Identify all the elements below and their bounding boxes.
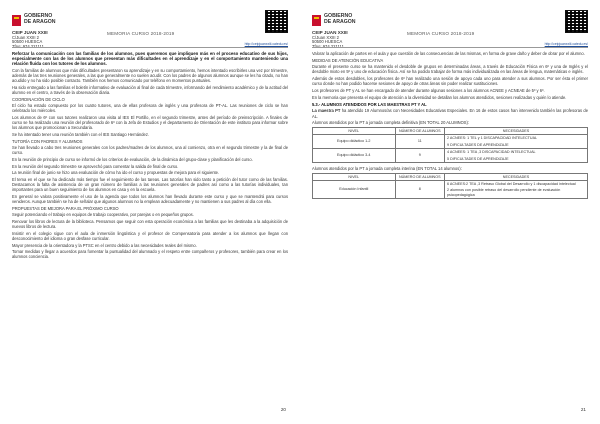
table-header-row	[313, 127, 588, 134]
section-title: 5.3.- ALUMNOS ATENDIDOS POR LAS MAESTRAS PT Y AL	[312, 101, 427, 107]
school-info: CEIP JUAN XXIII C/Juan XXIII 2 50500 HUESCA Tfno: 974 221111	[312, 30, 348, 49]
paragraph: Se han llevado a cabo tres reuniones generales con los padres/madres de los alumnos, una al comienzo, otra en el segundo trimestre y la de final de curso.	[12, 145, 288, 156]
paragraph: Con la familias de alumnos que más dificultades presentaron su aprendizaje y en su comportamiento, hemos intentado escribirles una vez por trimestre, además de las tres reuniones generales, a las que generalmente no suelen acudir. Con los padres de algunos alumnos aunque se les ha citado, no han acudido y no ha sido posible contacto. También nos hemos comunicado por teléfono en momentos puntuales.	[12, 67, 289, 84]
paragraph: Valorar la aplicación de partes en el aula y que cuestión de las consecuencias de las mismas, en forma de grave daño y deber de obrar por el alumno.	[312, 51, 585, 56]
table-row	[313, 135, 588, 149]
cell-num: 8	[395, 181, 445, 199]
table-header-row	[313, 173, 588, 180]
column-header: NÚMERO DE ALUMNOS	[395, 173, 445, 180]
qr-code-icon	[265, 10, 288, 33]
paragraph: En la reunión del segundo trimestre se aprovechó para comentar la salida de final de curso.	[12, 163, 179, 169]
gobierno-aragon-logo	[312, 14, 382, 28]
paragraph: Ha sido entregado a las familias el boletín informativo de evaluación al final de cada trimestre, informando del rendimiento académico y de la actitud del alumno en el centro, a través de la observación diaria.	[12, 84, 288, 95]
column-header: NECESIDADES	[445, 127, 588, 134]
header-divider	[12, 47, 288, 48]
paragraph: Durante el presente curso se ha mantenido el desdoble de grupos en determinadas áreas, a través de Educación Física en 6º y una de Inglés y el desdoble mixto en 5º y uno de educación física. Así se ha podido trabajar de forma más individualizada en las áreas de lengua, matemáticas e inglés.	[312, 64, 588, 75]
table-pt-definitiva	[312, 127, 588, 163]
paragraph: La reunión final de junio se hizo una evaluación de cómo ha ido el curso y propuestas de mejora para el siguiente.	[12, 170, 220, 176]
paragraph: Mayor presencia de la orientadora y la PTSC en el centro debido a las necesidades reales del mismo.	[12, 242, 197, 248]
page-body	[12, 51, 288, 261]
paragraph: Los alumnos de 6º con sus tutores realizaron una visita al IES El Portillo, en el segundo trimestre, antes del período de preinscripción. A finales de curso se ha realizado una reunión del profesorado de 6º con la Jefa de Estudios y el departamento de Orientación de este instituto para informar sobre los alumnos que promocionan a Secundaria.	[12, 115, 288, 131]
table-pt-interina	[312, 173, 588, 200]
column-header: NIVEL	[313, 127, 396, 134]
paragraph: Tomar medidas y llegar a acuerdos para fomentar la puntualidad del alumnado y el respeto entre compañeros y profesores, también para crear en los alumnos conciencia.	[12, 249, 288, 260]
memoria-title: MEMORIA CURSO 2018-2019	[107, 31, 175, 36]
paragraph: El ciclo ha estado compuesto por los cuatro tutores, una de ellas profesora de inglés y una profesora de PT-AL. Las reuniones de ciclo se han celebrado los miércoles.	[12, 103, 288, 114]
qr-code-icon	[565, 10, 588, 33]
header-divider	[312, 47, 588, 48]
paragraph: Reforzar la comunicación con las familias de los alumnos, pues queremos que impliquen más en el proceso educativo de sus hijos, especialmente con las de los alumnos que presentan más dificultades en el aprendizaje y en el comportamiento manteniendo una relación fluida con los tutores de los alumnos.	[12, 51, 288, 67]
table-caption: Alumnos atendidos por la PT a jornada completa interina (EN TOTAL 14 alumnos):	[312, 165, 462, 171]
paragraph: En general se valora positivamente el uso de la agenda que todos los alumnos han llevado durante este curso y que se mantendrá para cursos venideros. Aunque también se ha de señalar que algunos alumnos no la emplean adecuadamente y no mantienen a sus padres al día con ella.	[12, 193, 288, 205]
section-heading: MEDIDAS DE ATENCIÓN EDUCATIVA	[312, 57, 384, 63]
cell-nivel: Educación Infantil	[313, 181, 396, 199]
logo-text: GOBIERNO DE ARAGON	[324, 13, 356, 25]
paragraph: Además de estos desdobles, los profesores de 6º han realizado una sesión de apoyo cada uno para atender a sus alumnos. Por ser ésta el primer curso donde no han podido hacerse sesiones de apoyo de otras áreas sin poder realizar sustituciones.	[312, 76, 588, 87]
aragon-flag-icon	[312, 15, 321, 26]
logo-text: GOBIERNO DE ARAGON	[24, 13, 56, 25]
website-link[interactable]: http://ceipjuanxxiii.catedu.es/	[244, 42, 288, 46]
column-header: NÚMERO DE ALUMNOS	[395, 127, 445, 134]
table-caption: Alumnos atendidos por la PT a jornada completa definitiva (EN TOTAL 20 ALUMNOS):	[312, 120, 470, 126]
section-heading: PROPUESTAS DE MEJORA PARA EL PRÓXIMO CURSO	[12, 205, 119, 211]
paragraph: La maestra PT ha atendido 19 Alumnos/as con Necesidades Educativas Especiales. En 16 de estos casos han intervenido también las profesoras de AL.	[312, 108, 588, 119]
column-header: NECESIDADES	[445, 173, 588, 180]
page-number: 20	[280, 407, 286, 412]
memoria-title: MEMORIA CURSO 2018-2019	[407, 31, 475, 36]
cell-nivel: Equipo didáctico 3-4	[313, 149, 396, 163]
table-row	[313, 149, 588, 163]
column-header: NIVEL	[313, 173, 396, 180]
paragraph: En la memoria que presenta el equipo de atención a la diversidad se detallan los alumnos atendidos, sesiones realizadas y quién lo atiende.	[312, 94, 567, 100]
cell-needs: 4 ACNEES: 1 TEA ,3 DISCAPACIDAD INTELECTUAL 5 DIFICULTADES DE APRENDIZAJE	[445, 149, 588, 163]
paragraph: Se ha intentado tener una reunión también con el IES Santiago Hernández.	[12, 131, 150, 137]
paragraph: El tema en el que se ha dedicado más tiempo fue el seguimiento de las tareas. Las tutorías han sido tanto a petición del tutor como de las familias. Destacamos la falta de asistencia de un gran número de familias a las reuniones generales de padres así como a las tutorías individuales, tan importantes para un buen seguimiento de los alumnos en casa y en la escuela.	[12, 177, 288, 193]
cell-needs: 2 ACNEES: 1 TEL y 1 DISCAPACIDAD INTELECTUAL 9 DIFICULTADES DE APRENDIZAJE	[445, 135, 588, 149]
page-number: 21	[580, 407, 586, 412]
page-right	[300, 0, 600, 424]
section-heading: COORDINACIÓN DE CICLO	[12, 96, 65, 102]
aragon-flag-icon	[12, 15, 21, 26]
gobierno-aragon-logo	[12, 14, 82, 28]
paragraph: Seguir potenciando el trabajo en equipos de trabajo cooperativo, por parejas o en pequeños grupos.	[12, 212, 194, 218]
paragraph: Renovar los libros de lectura de la biblioteca. Pensamos que seguir con esta operación económica a las familias que les destinaba a la adquisición de nuevos libros de lectura.	[12, 219, 288, 230]
table-row	[313, 181, 588, 199]
cell-needs: 6 ACNEES:2 TEA ,3 Retraso Global del Desarrollo y 1 discapacidad intelectual 2 alumnos con posible retraso del desarrollo pendiente de evaluación psicopedagógica	[445, 181, 588, 199]
school-info: CEIP JUAN XXIII C/Juan XXIII 2 50500 HUESCA Tfno: 974 221111	[12, 30, 48, 49]
website-link[interactable]: http://ceipjuanxxiii.catedu.es/	[544, 42, 588, 46]
cell-num: 9	[395, 149, 445, 163]
paragraph: Los profesores de PT y AL se han encargado de atender durante algunas sesiones a los alumnos ACNEE y ACNEAE de 5º y 6º.	[312, 87, 545, 93]
paragraph: Insistir en el colegio sigue con el aula de inmersión lingüística y el profesor de Compensatoria para atender a los alumnos que llegan con desconocimiento del idioma o gran desfase curricular.	[12, 230, 288, 241]
paragraph: En la reunión de principio de curso se informó de los criterios de evaluación, de la dinámica del grupo-clase y planificación del curso.	[12, 157, 253, 163]
emphasis: La maestra PT	[312, 108, 341, 114]
cell-nivel: Equipo didáctico 1-2	[313, 135, 396, 149]
page-body	[312, 51, 588, 202]
section-heading: TUTORÍA CON PADRES Y ALUMNOS	[12, 138, 83, 144]
cell-num: 11	[395, 135, 445, 149]
